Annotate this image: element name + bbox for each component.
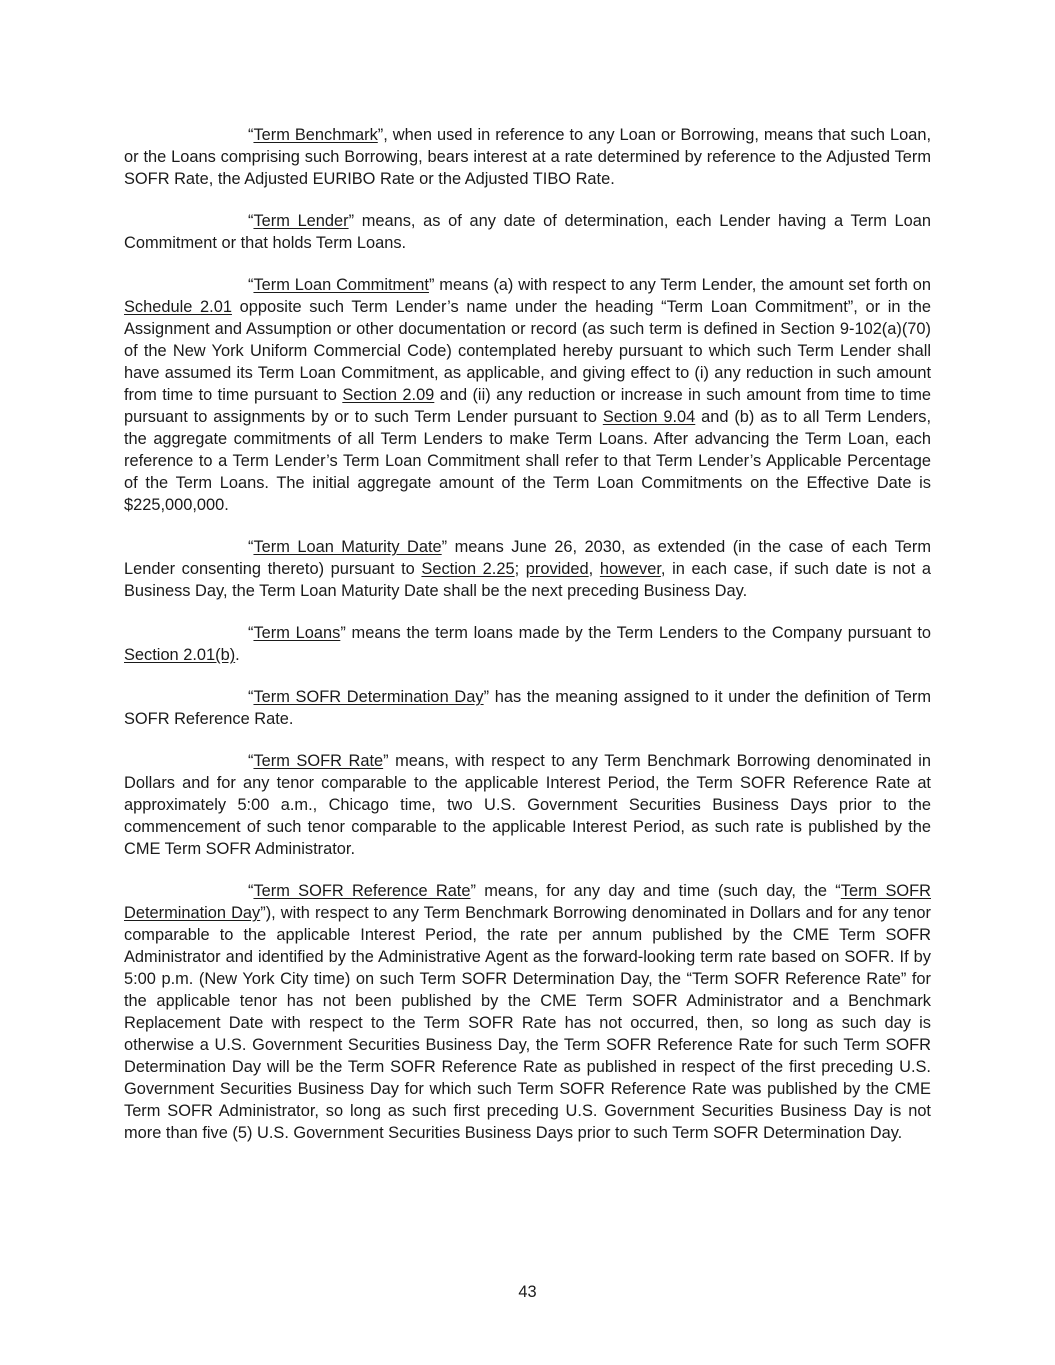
defined-term-reference: Section 9.04 xyxy=(602,408,696,426)
definition-text: “ xyxy=(248,212,254,230)
defined-term-reference: Term SOFR Determination Day xyxy=(124,882,931,922)
definition-term-loan-maturity-date xyxy=(124,536,931,602)
defined-term-reference: Term SOFR Determination Day xyxy=(253,688,484,706)
definition-text: ; xyxy=(514,560,526,578)
definition-term-sofr-determination-day xyxy=(124,686,931,730)
definition-term-loan-commitment xyxy=(124,274,931,516)
defined-term-reference: Term Loan Maturity Date xyxy=(253,538,442,556)
definition-text: “ xyxy=(248,538,254,556)
defined-term-reference: Section 2.25 xyxy=(421,560,515,578)
page-number: 43 xyxy=(518,1283,537,1301)
definition-term-loans xyxy=(124,622,931,666)
defined-term-reference: Section 2.01(b) xyxy=(124,646,236,664)
document-page xyxy=(124,124,931,1164)
definition-text: ” means, for any day and time (such day, the “ xyxy=(470,882,841,900)
definition-term-benchmark xyxy=(124,124,931,190)
definition-text: , in each case, if such date is not a Business Day, the Term Loan Maturity Date shall be the next preceding Business Day. xyxy=(124,560,932,600)
defined-term-reference: Schedule 2.01 xyxy=(124,298,232,316)
definition-text: “ xyxy=(248,882,254,900)
definition-text: ” has the meaning assigned to it under the definition of Term SOFR Reference Rate. xyxy=(124,688,931,728)
definition-term-sofr-rate xyxy=(124,750,931,860)
definition-text: and (ii) any reduction or increase in such amount from time to time pursuant to assignments by or to such Term Lender pursuant to xyxy=(124,386,931,426)
definition-term-lender xyxy=(124,210,931,254)
defined-term-reference: Term Lender xyxy=(253,212,349,230)
definition-text: ” means June 26, 2030, as extended (in the case of each Term Lender consenting thereto) pursuant to xyxy=(124,538,931,578)
definition-term-sofr-reference-rate xyxy=(124,880,931,1144)
definition-text: ”, when used in reference to any Loan or Borrowing, means that such Loan, or the Loans comprising such Borrowing, bears interest at a rate determined by reference to the Adjusted Term SOFR Rate, the Adjusted EURIBO Rate or the Adjusted TIBO Rate. xyxy=(124,126,932,188)
defined-term-reference: provided xyxy=(525,560,589,578)
definition-text: ” means (a) with respect to any Term Lender, the amount set forth on xyxy=(428,276,931,294)
definition-text: , xyxy=(588,560,600,578)
defined-term-reference: Term Loan Commitment xyxy=(253,276,429,294)
definition-text: “ xyxy=(248,752,254,770)
defined-term-reference: however xyxy=(599,560,661,578)
definition-text: opposite such Term Lender’s name under the heading “Term Loan Commitment”, or in the Assignment and Assumption or other documentation or record (as such term is defined in Section 9-102(a)(70) of the New York Uniform Commercial Code) contemplated hereby pursuant to which such Term Lender shall have assumed its Term Loan Commitment, as applicable, and giving effect to (i) any reduction in such amount from time to time pursuant to xyxy=(124,298,931,404)
definition-text: “ xyxy=(248,688,254,706)
definition-text: “ xyxy=(248,624,254,642)
definition-text: ” means, as of any date of determination, each Lender having a Term Loan Commitment or that holds Term Loans. xyxy=(124,212,931,252)
definition-text: . xyxy=(235,646,240,664)
definition-text: ” means, with respect to any Term Benchmark Borrowing denominated in Dollars and for any tenor comparable to the applicable Interest Period, the Term SOFR Reference Rate at approximately 5:00 a.m., Chicago time, two U.S. Government Securities Business Days prior to the commencement of such tenor comparable to the applicable Interest Period, as such rate is published by the CME Term SOFR Administrator. xyxy=(124,752,931,858)
defined-term-reference: Term Loans xyxy=(253,624,341,642)
definition-text: “ xyxy=(248,276,254,294)
definition-text: and (b) as to all Term Lenders, the aggregate commitments of all Term Lenders to make Term Loans. After advancing the Term Loan, each reference to a Term Lender’s Term Loan Commitment shall refer to that Term Lender’s Applicable Percentage of the Term Loans. The initial aggregate amount of the Term Loan Commitments on the Effective Date is $225,000,000. xyxy=(124,408,932,514)
defined-term-reference: Term SOFR Rate xyxy=(253,752,384,770)
definitions-list xyxy=(124,124,931,1144)
definition-text: “ xyxy=(248,126,254,144)
defined-term-reference: Term SOFR Reference Rate xyxy=(253,882,471,900)
defined-term-reference: Section 2.09 xyxy=(342,386,435,404)
definition-text: ”), with respect to any Term Benchmark Borrowing denominated in Dollars and for any tenor comparable to the applicable Interest Period, the rate per annum published by the CME Term SOFR Administrator and identified by the Administrative Agent as the forward-looking term rate based on SOFR. If by 5:00 p.m. (New York City time) on such Term SOFR Determination Day, the “Term SOFR Reference Rate” for the applicable tenor has not been published by the CME Term SOFR Administrator and a Benchmark Replacement Date with respect to the Term SOFR Rate has not occurred, then, so long as such day is otherwise a U.S. Government Securities Business Day, the Term SOFR Reference Rate for such Term SOFR Determination Day will be the Term SOFR Reference Rate as published in respect of the first preceding U.S. Government Securities Business Day for which such Term SOFR Reference Rate was published by the CME Term SOFR Administrator, so long as such first preceding U.S. Government Securities Business Day is not more than five (5) U.S. Government Securities Business Days prior to such Term SOFR Determination Day. xyxy=(124,904,931,1142)
defined-term-reference: Term Benchmark xyxy=(253,126,378,144)
definition-text: ” means the term loans made by the Term Lenders to the Company pursuant to xyxy=(340,624,932,642)
